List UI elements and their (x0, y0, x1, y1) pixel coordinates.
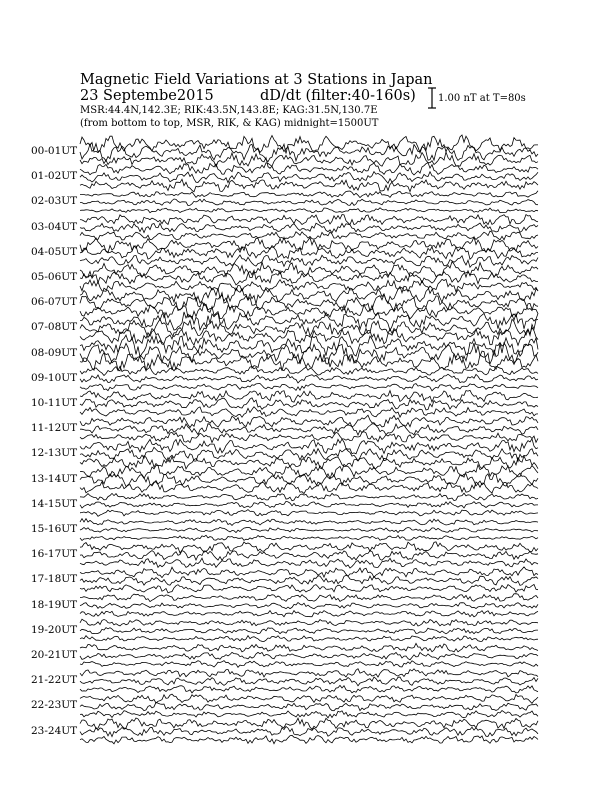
row-label: 22-23UT (31, 699, 78, 712)
station-trace (80, 415, 538, 427)
station-trace (80, 727, 538, 737)
station-trace (80, 643, 538, 652)
row-label: 05-06UT (31, 271, 78, 283)
row-label: 17-18UT (31, 573, 78, 586)
row-label: 16-17UT (31, 548, 78, 561)
row-label: 08-09UT (31, 346, 78, 359)
row-label: 02-03UT (31, 195, 78, 208)
station-trace (80, 208, 538, 213)
station-trace (80, 636, 538, 642)
station-trace (80, 669, 538, 677)
station-trace (80, 735, 538, 744)
station-trace (80, 312, 538, 331)
row-label: 09-10UT (31, 371, 78, 384)
row-label: 13-14UT (31, 472, 78, 485)
station-trace (80, 199, 538, 206)
station-trace (80, 558, 538, 568)
scale-bar (428, 88, 436, 108)
station-trace (80, 374, 538, 383)
station-trace (80, 527, 538, 532)
row-label: 21-22UT (31, 674, 78, 687)
row-label: 10-11UT (31, 397, 78, 409)
order-note: (from bottom to top, MSR, RIK, & KAG) midnight=1500UT (80, 118, 379, 129)
chart-title: Magnetic Field Variations at 3 Stations in Japan (80, 72, 433, 88)
station-trace (80, 585, 538, 593)
station-trace (80, 542, 538, 553)
station-trace (80, 456, 538, 469)
station-trace (80, 279, 538, 293)
station-trace (80, 179, 538, 192)
station-trace (80, 246, 538, 259)
row-label: 15-16UT (31, 523, 78, 535)
station-trace (80, 447, 538, 461)
mode-label: dD/dt (filter:40-160s) (260, 88, 416, 104)
row-label: 12-13UT (31, 447, 78, 460)
station-trace (80, 611, 538, 617)
station-trace (80, 223, 538, 233)
row-label: 00-01UT (31, 145, 78, 157)
station-trace (80, 390, 538, 402)
station-trace (80, 163, 538, 175)
station-trace (80, 384, 538, 391)
station-trace (80, 510, 538, 517)
station-trace (80, 594, 538, 602)
row-label: 06-07UT (31, 296, 78, 309)
station-trace (80, 286, 538, 304)
station-trace (80, 535, 538, 540)
station-trace (80, 464, 538, 479)
station-trace (80, 551, 538, 561)
station-trace (80, 482, 538, 494)
station-trace (80, 652, 538, 659)
row-label: 14-15UT (31, 497, 78, 510)
traces (80, 135, 538, 744)
row-label: 23-24UT (31, 724, 78, 737)
station-trace (80, 191, 538, 198)
row-label: 07-08UT (31, 321, 78, 334)
station-trace (80, 575, 538, 585)
station-trace (80, 702, 538, 710)
station-trace (80, 628, 538, 634)
station-trace (80, 493, 538, 501)
row-label: 04-05UT (31, 245, 78, 258)
row-label: 01-02UT (31, 170, 78, 183)
stations-label: MSR:44.4N,142.3E; RIK:43.5N,143.8E; KAG:31.5N,130.7E (80, 105, 378, 116)
station-trace (80, 366, 538, 375)
date-label: 23 Septembe2015 (80, 88, 214, 104)
station-trace (80, 661, 538, 668)
station-trace (80, 567, 538, 578)
row-label: 20-21UT (31, 649, 78, 661)
row-label: 03-04UT (31, 220, 78, 233)
station-trace (80, 711, 538, 718)
row-label: 18-19UT (31, 598, 78, 611)
station-trace (80, 519, 538, 526)
station-trace (80, 215, 538, 225)
station-trace (80, 152, 538, 168)
station-trace (80, 677, 538, 686)
station-trace (80, 694, 538, 703)
station-trace (80, 398, 538, 410)
station-trace (80, 407, 538, 417)
row-label: 19-20UT (31, 623, 78, 636)
station-trace (80, 718, 538, 729)
station-trace (80, 424, 538, 435)
station-trace (80, 319, 538, 337)
station-trace (80, 172, 538, 184)
station-trace (80, 619, 538, 626)
scale-bar-label: 1.00 nT at T=80s (438, 93, 526, 104)
station-trace (80, 685, 538, 693)
station-trace (80, 603, 538, 609)
station-trace (80, 501, 538, 508)
row-label: 11-12UT (31, 422, 78, 435)
station-trace (80, 237, 538, 253)
